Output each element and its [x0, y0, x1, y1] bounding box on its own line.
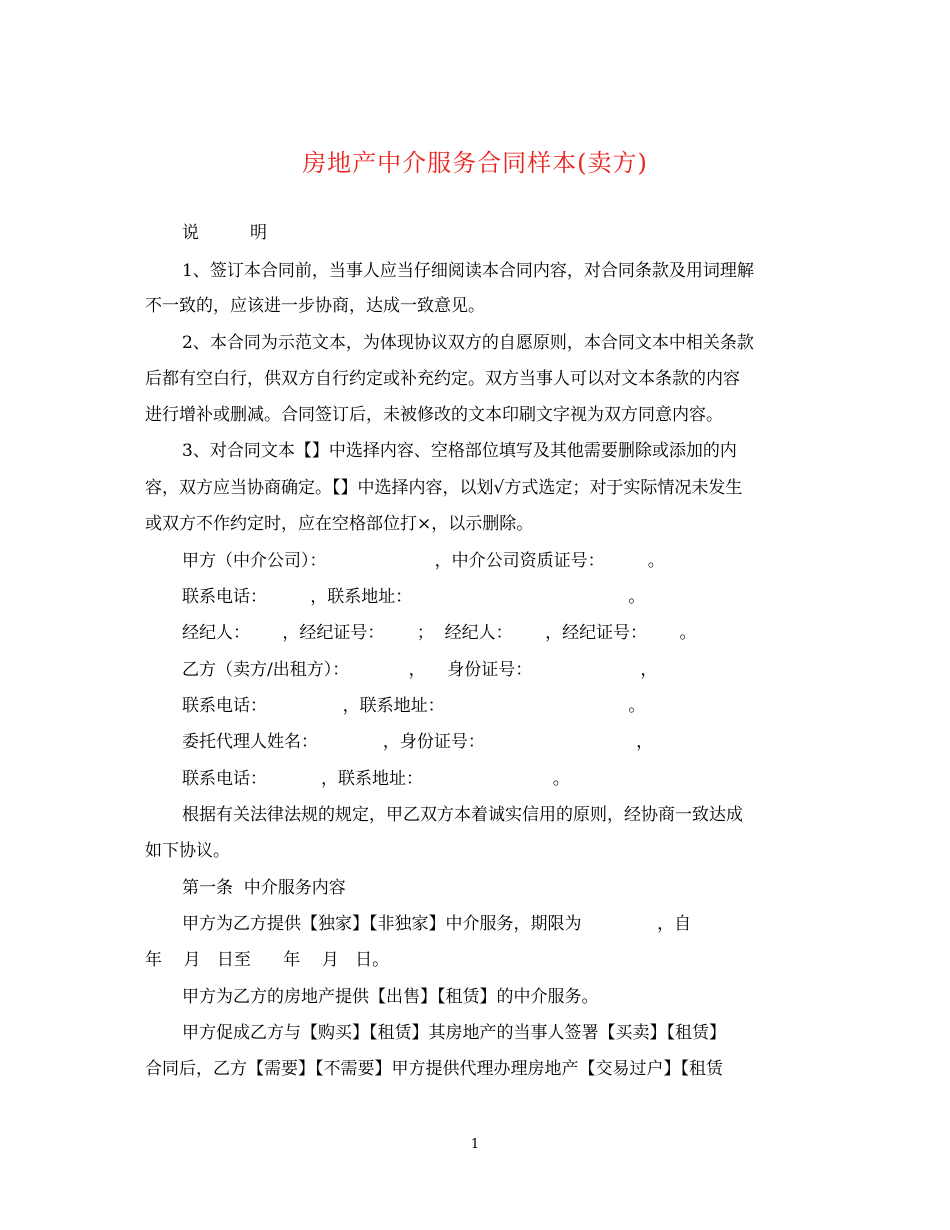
paragraph-line: 甲方促成乙方与【购买】【租赁】其房地产的当事人签署【买卖】【租赁】	[182, 1023, 726, 1043]
paragraph-line: 如下协议。	[145, 841, 230, 861]
paragraph-line: 3、对合同文本【】中选择内容、空格部位填写及其他需要删除或添加的内	[182, 441, 737, 461]
agent-line: 经纪人： ，经纪证号： ； 经纪人： ，经纪证号： 。	[182, 623, 697, 643]
contact-line: 联系电话： ，联系地址： 。	[182, 769, 570, 789]
paragraph-line: 根据有关法律法规的规定，甲乙双方本着诚实信用的原则，经协商一致达成	[182, 805, 743, 825]
paragraph-line: 进行增补或删减。合同签订后，未被修改的文本印刷文字视为双方同意内容。	[145, 405, 723, 425]
heading-notes: 说 明	[182, 223, 267, 243]
page-number: 1	[470, 1137, 480, 1152]
paragraph-line: 后都有空白行，供双方自行约定或补充约定。双方当事人可以对文本条款的内容	[145, 369, 740, 389]
party-a-line: 甲方（中介公司）： ，中介公司资质证号： 。	[182, 551, 665, 571]
contact-line: 联系电话： ，联系地址： 。	[182, 587, 646, 607]
paragraph-line: 合同后，乙方【需要】【不需要】甲方提供代理办理房地产【交易过户】【租赁	[145, 1059, 723, 1079]
proxy-line: 委托代理人姓名： ，身份证号： ，	[182, 732, 654, 752]
paragraph-line: 甲方为乙方提供【独家】【非独家】中介服务，期限为 ，自	[182, 914, 692, 934]
article-heading: 第一条 中介服务内容	[182, 878, 346, 898]
party-b-line: 乙方（卖方/出租方）： ， 身份证号： ，	[182, 660, 658, 680]
paragraph-line: 2、本合同为示范文本，为体现协议双方的自愿原则，本合同文本中相关条款	[182, 333, 754, 353]
paragraph-line: 或双方不作约定时，应在空格部位打×，以示删除。	[145, 514, 534, 534]
paragraph-line: 容，双方应当协商确定。【】中选择内容，以划√方式选定；对于实际情况未发生	[145, 478, 743, 498]
paragraph-line: 不一致的，应该进一步协商，达成一致意见。	[145, 296, 485, 316]
document-title: 房地产中介服务合同样本(卖方)	[302, 149, 648, 177]
contact-line: 联系电话： ，联系地址： 。	[182, 696, 646, 716]
paragraph-line: 年 月 日至 年 月 日。	[145, 950, 390, 970]
paragraph-line: 甲方为乙方的房地产提供【出售】【租赁】的中介服务。	[182, 987, 599, 1007]
paragraph-line: 1、签订本合同前，当事人应当仔细阅读本合同内容，对合同条款及用词理解	[182, 261, 754, 281]
